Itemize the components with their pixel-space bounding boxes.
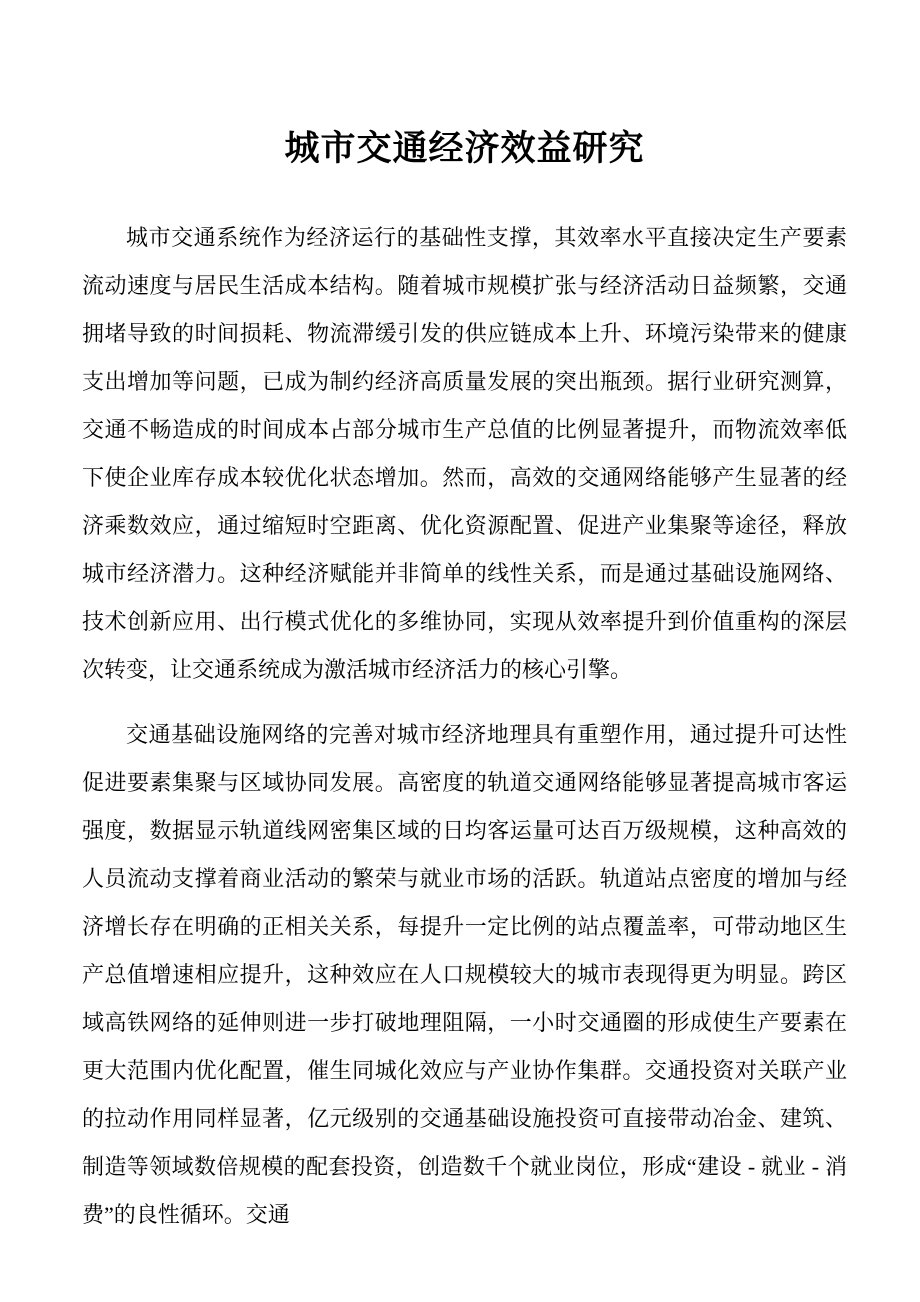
paragraph-infrastructure: 交通基础设施网络的完善对城市经济地理具有重塑作用，通过提升可达性促进要素集聚与区域协同发展。高密度的轨道交通网络能够显著提高城市客运强度，数据显示轨道线网密集区域的日均客运量可达百万级规模，这种高效的人员流动支撑着商业活动的繁荣与就业市场的活跃。轨道站点密度的增加与经济增长存在明确的正相关关系，每提升一定比例的站点覆盖率，可带动地区生产总值增速相应提升，这种效应在人口规模较大的城市表现得更为明显。跨区域高铁网络的延伸则进一步打破地理阻隔，一小时交通圈的形成使生产要素在更大范围内优化配置，催生同城化效应与产业协作集群。交通投资对关联产业的拉动作用同样显著，亿元级别的交通基础设施投资可直接带动冶金、建筑、制造等领域数倍规模的配套投资，创造数千个就业岗位，形成“建设 - 就业 - 消费”的良性循环。交通 (82, 722, 847, 1227)
document-title: 城市交通经济效益研究 (284, 129, 645, 168)
paragraph-intro: 城市交通系统作为经济运行的基础性支撑，其效率水平直接决定生产要素流动速度与居民生活成本结构。随着城市规模扩张与经济活动日益频繁，交通拥堵导致的时间损耗、物流滞缓引发的供应链成本上升、环境污染带来的健康支出增加等问题，已成为制约经济高质量发展的突出瓶颈。据行业研究测算，交通不畅造成的时间成本占部分城市生产总值的比例显著提升，而物流效率低下使企业库存成本较优化状态增加。然而，高效的交通网络能够产生显著的经济乘数效应，通过缩短时空距离、优化资源配置、促进产业集聚等途径，释放城市经济潜力。这种经济赋能并非简单的线性关系，而是通过基础设施网络、技术创新应用、出行模式优化的多维协同，实现从效率提升到价值重构的深层次转变，让交通系统成为激活城市经济活力的核心引擎。 (82, 225, 847, 682)
